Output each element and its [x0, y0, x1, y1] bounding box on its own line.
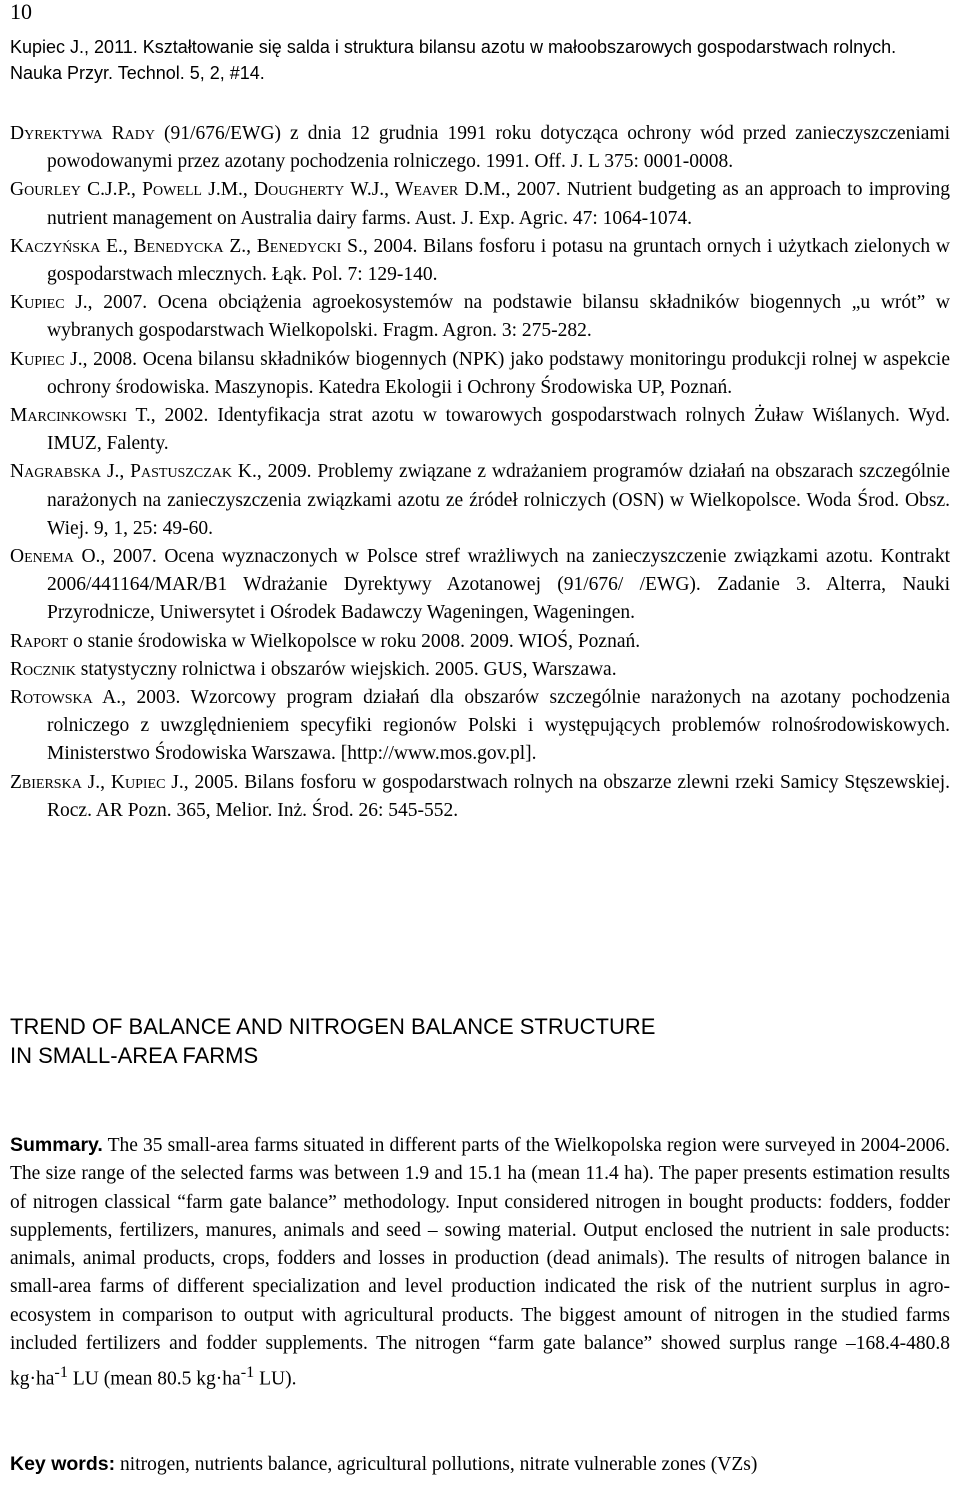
reference-author: Rotowska A. [10, 687, 122, 709]
reference-author: Zbierska J., Kupiec J. [10, 771, 184, 793]
reference-text: , 2005. Bilans fosforu w gospodarstwach rolnych na obszarze zlewni rzeki Samicy Stęszewskiej. Rocz. AR Pozn. 365, Melior. Inż. Środ. 26: 545-552. [47, 771, 951, 821]
reference-text: , 2009. Problemy związane z wdrażaniem programów działań na obszarach szczególnie narażonych na zanieczyszczenia związkami azotu ze źródeł rolniczych (OSN) w Wielkopolsce. Woda Środ. Obsz. Wiej. 9, 1, 25: 49-60. [47, 461, 951, 539]
summary-text: LU). [254, 1368, 297, 1390]
summary-paragraph [10, 1131, 950, 1394]
title-line-2: IN SMALL-AREA FARMS [10, 1043, 259, 1068]
reference-text: o stanie środowiska w Wielkopolsce w roku 2008. 2009. WIOŚ, Poznań. [68, 630, 641, 652]
reference-text: (91/676/EWG) z dnia 12 grudnia 1991 roku dotycząca ochrony wód przed zanieczyszczeniami powodowanymi przez azotany pochodzenia rolniczego. 1991. Off. J. L 375: 0001-0008. [47, 123, 951, 173]
reference-item [10, 543, 950, 628]
reference-author: Rocznik [10, 658, 76, 680]
reference-item [10, 402, 950, 458]
reference-item [10, 769, 950, 825]
reference-author: Raport [10, 630, 69, 652]
reference-author: Dyrektywa Rady [10, 123, 156, 144]
reference-item [10, 289, 950, 345]
reference-text: , 2007. Ocena obciążenia agroekosystemów na podstawie bilansu składników biogennych „u wrót” w wybranych gospodarstwach Wielkopolski. Fragm. Agron. 3: 275-282. [47, 292, 950, 342]
reference-author: Oenema O. [10, 546, 101, 568]
reference-item [10, 684, 950, 769]
reference-text: statystyczny rolnictwa i obszarów wiejskich. 2005. GUS, Warszawa. [75, 658, 617, 680]
reference-author: Marcinkowski T. [10, 405, 151, 427]
summary-text: LU (mean 80.5 kg·ha [67, 1368, 241, 1390]
page-number: 10 [10, 0, 32, 24]
reference-item [10, 120, 950, 176]
reference-author: Nagrabska J., Pastuszczak K. [10, 461, 257, 483]
reference-author: Kupiec J. [10, 348, 83, 370]
keywords-text: nitrogen, nutrients balance, agricultural pollutions, nitrate vulnerable zones (VZs) [115, 1454, 758, 1475]
english-title [10, 1012, 950, 1070]
summary-label: Summary. [10, 1134, 103, 1156]
keywords-label: Key words: [10, 1453, 116, 1475]
reference-text: , 2003. Wzorcowy program działań dla obszarów szczególnie narażonych na azotany pochodzenia rolniczego z uwzględnieniem specyfiki regionów Polski i występujących problemów rolnośrodowiskowych. Ministerstwo Środowiska Warszawa. [http://www.mos.gov.pl]. [47, 687, 950, 765]
reference-item [10, 458, 950, 543]
running-header: Kupiec J., 2011. Kształtowanie się salda i struktura bilansu azotu w małoobszarowych gospodarstwach rolnych. Nauka Przyr. Technol. 5, 2, #14. [10, 37, 897, 83]
reference-author: Gourley C.J.P., Powell J.M., Dougherty W.J., Weaver D.M. [10, 179, 506, 201]
superscript: -1 [240, 1363, 255, 1382]
reference-text: , 2002. Identyfikacja strat azotu w towarowych gospodarstwach rolnych Żuław Wiślanych. Wyd. IMUZ, Falenty. [47, 405, 950, 455]
keywords-line [10, 1450, 950, 1479]
superscript: -1 [54, 1363, 68, 1382]
reference-item [10, 346, 950, 402]
reference-list [10, 120, 950, 825]
reference-text: , 2007. Ocena wyznaczonych w Polsce stref wrażliwych na zanieczyszczenie związkami azotu. Kontrakt 2006/441164/MAR/B1 Wdrażanie Dyrektywy Azotanowej (91/676/ /EWG). Zadanie 3. Alterra, Nauki Przyrodnicze, Uniwersytet i Ośrodek Badawczy Wageningen, Wageningen. [47, 546, 950, 624]
reference-author: Kupiec J. [10, 292, 88, 314]
reference-author: Kaczyńska E., Benedycka Z., Benedycki S. [10, 235, 363, 257]
reference-item [10, 176, 950, 232]
summary-text: The 35 small-area farms situated in different parts of the Wielkopolska region were surveyed in 2004-2006. The size range of the selected farms was between 1.9 and 15.1 ha (mean 11.4 ha). The paper presents estimation results of nitrogen classical “farm gate balance” methodology. Input considered nitrogen in bought products: fodders, fodder supplements, fertilizers, manures, animals and seed – sowing material. Output enclosed the nutrient in sale products: animals, animal products, crops, fodders and losses in production (dead animals). The results of nitrogen balance in small-area farms of different specialization and level production indicated the risk of the nutrient surplus in agro-ecosystem in comparison to output with agricultural products. The biggest amount of nitrogen in the studied farms included fertilizers and fodder supplements. The nitrogen “farm gate balance” showed surplus range –168.4-480.8 kg·ha [10, 1135, 950, 1390]
title-line-1: TREND OF BALANCE AND NITROGEN BALANCE STRUCTURE [10, 1014, 656, 1039]
reference-text: , 2004. Bilans fosforu i potasu na gruntach ornych i użytkach zielonych w gospodarstwach mlecznych. Łąk. Pol. 7: 129-140. [47, 235, 950, 286]
reference-item [10, 656, 950, 684]
reference-item [10, 628, 950, 656]
reference-text: , 2007. Nutrient budgeting as an approach to improving nutrient management on Australia dairy farms. Aust. J. Exp. Agric. 47: 1064-1074. [47, 179, 950, 229]
reference-item [10, 233, 950, 289]
reference-text: , 2008. Ocena bilansu składników biogennych (NPK) jako podstawy monitoringu produkcji rolnej w aspekcie ochrony środowiska. Maszynopis. Katedra Ekologii i Ochrony Środowiska UP, Poznań. [47, 348, 951, 398]
